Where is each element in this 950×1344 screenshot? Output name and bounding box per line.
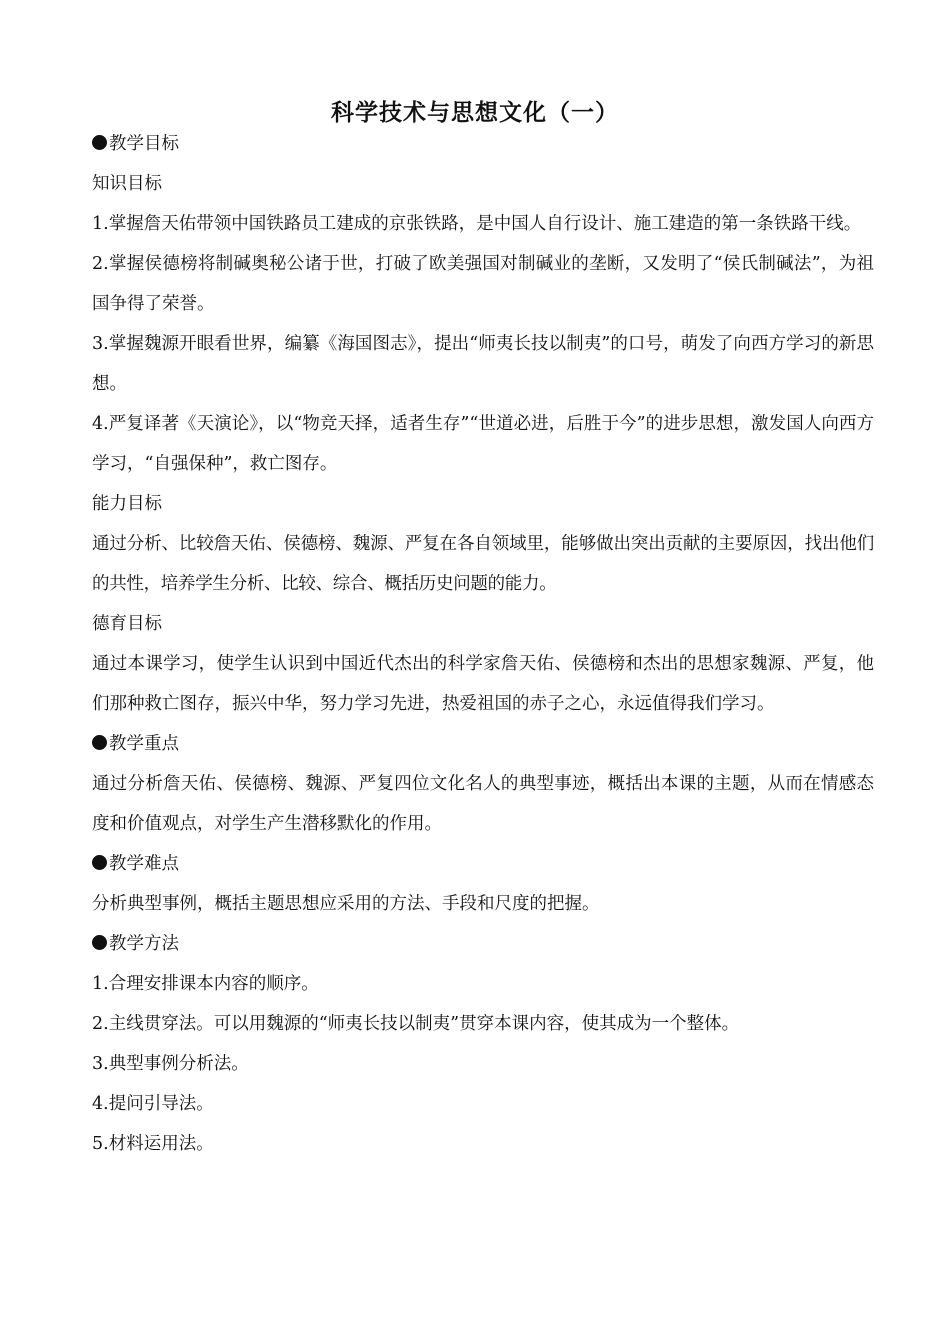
method-item-2: 2.主线贯穿法。可以用魏源的“师夷长技以制夷”贯穿本课内容，使其成为一个整体。: [92, 1014, 740, 1034]
method-item-1: 1.合理安排课本内容的顺序。: [92, 974, 319, 994]
bullet-dot-icon: [92, 735, 107, 750]
knowledge-item-4: 4.严复译著《天演论》，以“物竞天择，适者生存”“世道必进，后胜于今”的进步思想，激发国人向西方学习，“自强保种”，救亡图存。: [92, 414, 874, 474]
section-heading-methods: 教学方法: [92, 924, 874, 964]
document-title: 科学技术与思想文化（一）: [331, 99, 619, 126]
knowledge-item-3: 3.掌握魏源开眼看世界，编纂《海国图志》，提出“师夷长技以制夷”的口号，萌发了向西方学习的新思想。: [92, 334, 874, 394]
moral-paragraph: 通过本课学习，使学生认识到中国近代杰出的科学家詹天佑、侯德榜和杰出的思想家魏源、严复，他们那种救亡图存，振兴中华，努力学习先进，热爱祖国的赤子之心，永远值得我们学习。: [92, 654, 874, 714]
ability-paragraph: 通过分析、比较詹天佑、侯德榜、魏源、严复在各自领域里，能够做出突出贡献的主要原因，找出他们的共性，培养学生分析、比较、综合、概括历史问题的能力。: [92, 534, 874, 594]
knowledge-item-1: 1.掌握詹天佑带领中国铁路员工建成的京张铁路，是中国人自行设计、施工建造的第一条铁路干线。: [92, 214, 862, 234]
method-item-3: 3.典型事例分析法。: [92, 1054, 249, 1074]
bullet-dot-icon: [92, 855, 107, 870]
subheading-moral: 德育目标: [92, 614, 162, 634]
method-item-4: 4.提问引导法。: [92, 1094, 214, 1114]
subheading-knowledge: 知识目标: [92, 174, 162, 194]
section-heading-difficulties: 教学难点: [92, 844, 874, 884]
key-points-paragraph: 通过分析詹天佑、侯德榜、魏源、严复四位文化名人的典型事迹，概括出本课的主题，从而在情感态度和价值观点，对学生产生潜移默化的作用。: [92, 774, 874, 834]
difficulties-paragraph: 分析典型事例，概括主题思想应采用的方法、手段和尺度的把握。: [92, 894, 600, 914]
method-item-5: 5.材料运用法。: [92, 1134, 214, 1154]
document-body: [92, 124, 874, 1164]
subheading-ability: 能力目标: [92, 494, 162, 514]
section-heading-key-points: 教学重点: [92, 724, 874, 764]
section-heading-objectives: 教学目标: [92, 124, 874, 164]
bullet-dot-icon: [92, 135, 107, 150]
bullet-dot-icon: [92, 935, 107, 950]
knowledge-item-2: 2.掌握侯德榜将制碱奥秘公诸于世，打破了欧美强国对制碱业的垄断，又发明了“侯氏制碱法”，为祖国争得了荣誉。: [92, 254, 874, 314]
